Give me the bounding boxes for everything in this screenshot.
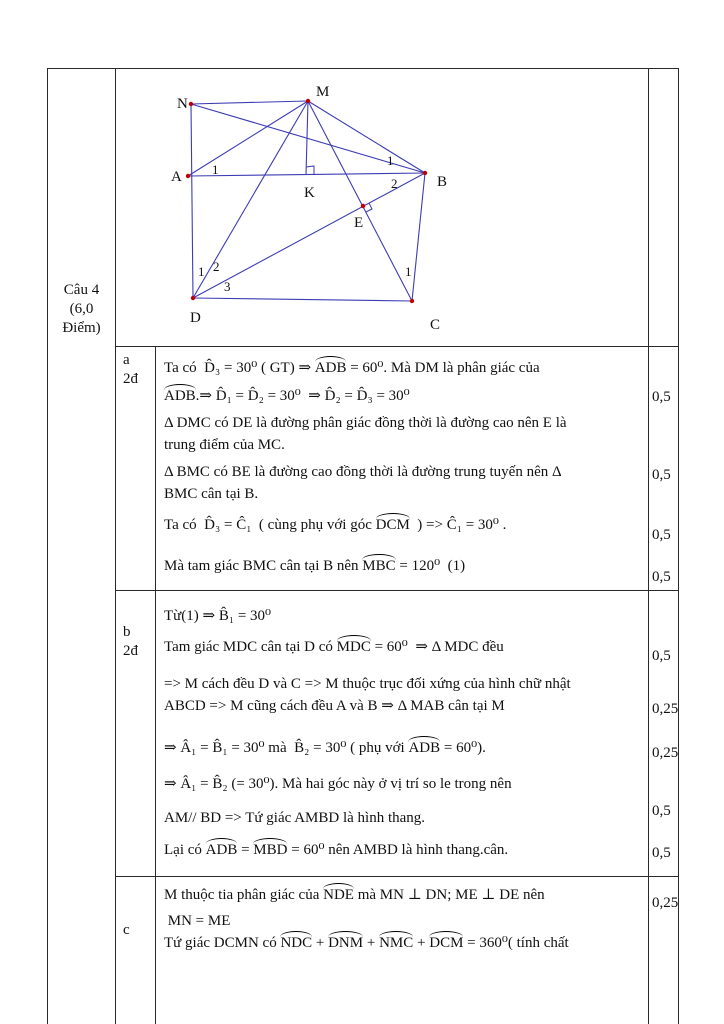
part-a-solution-text (156, 347, 648, 590)
part-b-points-label: 2đ (123, 643, 138, 659)
right-angle-mark (306, 166, 314, 174)
question-total-points-line1: (6,0 (69, 301, 94, 317)
solution-line: Δ BMC có BE là đường cao đồng thời là đường trung tuyến nên Δ (164, 464, 562, 480)
solution-line: BMC cân tại B. (164, 486, 259, 502)
geometry-figure (116, 69, 647, 346)
point-label-C: C (430, 317, 441, 333)
score-value: 0,25 (652, 745, 679, 761)
question-total-points-line2: Điểm) (62, 320, 101, 336)
solution-line: ADB.⇒ D̂₁ = D̂₂ = 30⁰ ⇒ D̂₂ = D̂₃ = 30⁰ (164, 388, 410, 404)
solution-line: Mà tam giác BMC cân tại B nên MBC = 120⁰ (1) (164, 558, 466, 574)
part-b-label-cell (116, 591, 156, 877)
angle-number-label: 3 (224, 279, 231, 294)
segment-BC (412, 173, 425, 301)
solution-line: Lại có ADB = MBD = 60⁰ nên AMBD là hình thang.cân. (164, 842, 509, 858)
solution-line: ABCD => M cũng cách đều A và B ⇒ Δ MAB cân tại M (164, 698, 505, 714)
vertex-dot-A (186, 174, 190, 178)
angle-number-label: 2 (391, 176, 398, 191)
solution-line: => M cách đều D và C => M thuộc trục đối xứng của hình chữ nhật (164, 676, 571, 692)
solution-line: Tứ giác DCMN có NDC + DNM + NMC + DCM = 360⁰( tính chất (164, 935, 569, 951)
score-value: 0,25 (652, 895, 679, 911)
score-value: 0,5 (652, 527, 671, 543)
question-cell (48, 69, 116, 1024)
segment-AM (188, 101, 308, 176)
part-c-label-cell (116, 877, 156, 1024)
score-value: 0,5 (652, 467, 671, 483)
point-label-D: D (190, 310, 201, 326)
part-b-score-cell (649, 591, 679, 877)
solution-line: ⇒ Â₁ = B̂₁ = 30⁰ mà B̂₂ = 30⁰ ( phụ với ADB = 60⁰). (164, 740, 486, 756)
segment-ND (191, 104, 193, 298)
angle-arc: ADB (314, 360, 347, 376)
part-a-letter: a (123, 352, 130, 368)
vertex-dot-E (361, 204, 365, 208)
part-b-scores (649, 591, 678, 876)
solution-line: AM// BD => Tứ giác AMBD là hình thang. (164, 810, 426, 826)
vertex-dot-M (306, 99, 310, 103)
solution-line: Δ DMC có DE là đường phân giác đồng thời là đường cao nên E là (164, 415, 567, 431)
solution-line: Tam giác MDC cân tại D có MDC = 60⁰ ⇒ Δ MDC đều (164, 639, 504, 655)
part-c-scores (649, 877, 678, 1024)
angle-arc: MDC (336, 639, 371, 655)
figure-wrapper (116, 69, 648, 346)
part-a-score-cell (649, 347, 679, 591)
angle-arc: DCM (375, 517, 410, 533)
part-c-letter: c (123, 922, 130, 938)
part-b-content-cell (156, 591, 649, 877)
solution-line: Từ(1) ⇒ B̂₁ = 30⁰ (164, 608, 272, 624)
point-label-K: K (304, 185, 315, 201)
point-label-A: A (171, 169, 182, 185)
solution-line: trung điểm của MC. (164, 437, 285, 453)
solution-line: ⇒ Â₁ = B̂₂ (= 30⁰). Mà hai góc này ở vị trí so le trong nên (164, 776, 512, 792)
part-b-solution-text (156, 591, 648, 876)
angle-number-label: 1 (387, 153, 394, 168)
score-value: 0,5 (652, 569, 671, 585)
point-label-N: N (177, 96, 188, 112)
vertex-dot-D (191, 296, 195, 300)
score-value: 0,5 (652, 803, 671, 819)
angle-arc: NDE (323, 887, 354, 903)
score-cell-figure-row (649, 69, 679, 347)
solution-line: M thuộc tia phân giác của NDE mà MN ⊥ DN; ME ⊥ DE nên (164, 887, 545, 903)
part-a-label-cell (116, 347, 156, 591)
angle-arc: MBD (253, 842, 288, 858)
score-value: 0,5 (652, 845, 671, 861)
angle-arc: NMC (379, 935, 414, 951)
angle-number-label: 1 (405, 264, 412, 279)
solution-line: Ta có D̂₃ = Ĉ₁ ( cùng phụ với góc DCM ) => Ĉ₁ = 30⁰ . (164, 517, 507, 533)
part-a-content-cell (156, 347, 649, 591)
angle-number-label: 2 (213, 259, 220, 274)
vertex-dot-C (410, 299, 414, 303)
angle-arc: ADB (205, 842, 238, 858)
vertex-dot-N (189, 102, 193, 106)
score-value: 0,5 (652, 648, 671, 664)
part-a-scores (649, 347, 678, 590)
point-label-E: E (354, 215, 364, 231)
part-b-letter: b (123, 624, 131, 640)
vertex-dot-B (423, 171, 427, 175)
part-c-content-cell (156, 877, 649, 1024)
segment-MD (193, 101, 308, 298)
score-value: 0,5 (652, 389, 671, 405)
segment-DC (193, 298, 412, 301)
figure-cell (116, 69, 649, 347)
angle-arc: ADB (408, 740, 441, 756)
angle-arc: DCM (429, 935, 464, 951)
angle-arc: MBC (362, 558, 396, 574)
angle-arc: ADB (164, 388, 196, 404)
segment-MB (308, 101, 425, 173)
question-number: Câu 4 (63, 282, 100, 298)
point-label-M: M (316, 84, 330, 100)
angle-arc: DNM (328, 935, 364, 951)
part-c-solution-text (156, 877, 648, 1024)
question-label (48, 281, 115, 338)
solution-table (47, 68, 679, 1024)
segment-NM (191, 101, 308, 104)
angle-number-label: 1 (212, 162, 219, 177)
score-value: 0,25 (652, 701, 679, 717)
angle-number-label: 1 (198, 264, 205, 279)
segment-MC (308, 101, 412, 301)
angle-arc: NDC (280, 935, 313, 951)
point-label-B: B (437, 174, 448, 190)
part-c-score-cell (649, 877, 679, 1024)
part-a-points-label: 2đ (123, 371, 138, 387)
solution-line: Ta có D̂₃ = 30⁰ ( GT) ⇒ ADB = 60⁰. Mà DM là phân giác của (164, 360, 540, 376)
solution-line: MN = ME (164, 913, 231, 929)
